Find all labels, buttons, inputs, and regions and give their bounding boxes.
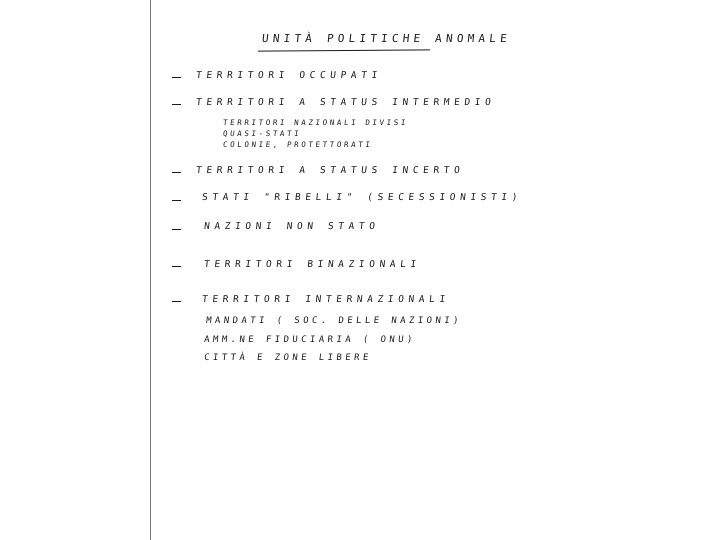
sub-item-label: AMM.NE FIDUCIARIA ( ONU)	[203, 335, 417, 345]
sub-item-label: MANDATI ( SOC. DELLE NAZIONI)	[205, 316, 463, 326]
bullet-dash	[172, 172, 181, 173]
bullet-dash	[172, 77, 181, 78]
sub-item-label: COLONIE, PROTETTORATI	[222, 140, 373, 149]
list-item-label: TERRITORI OCCUPATI	[195, 70, 383, 81]
list-item-label: NAZIONI NON STATO	[203, 221, 381, 232]
list-item-label: TERRITORI BINAZIONALI	[203, 259, 422, 270]
list-item-label: TERRITORI INTERNAZIONALI	[201, 294, 451, 305]
sub-item-label: CITTÀ E ZONE LIBERE	[203, 353, 373, 363]
bullet-dash	[172, 266, 181, 267]
bullet-dash	[172, 104, 181, 105]
list-item-label: TERRITORI A STATUS INTERMEDIO	[195, 97, 496, 108]
sub-item-label: TERRITORI NAZIONALI DIVISI	[222, 118, 409, 127]
sheet-left-edge	[150, 0, 151, 540]
page-title: UNITÀ POLITICHE ANOMALE	[261, 32, 512, 45]
title-underline	[258, 49, 430, 51]
bullet-dash	[172, 301, 181, 302]
bullet-dash	[172, 229, 181, 230]
list-item-label: TERRITORI A STATUS INCERTO	[195, 165, 465, 176]
sub-item-label: QUASI-STATI	[222, 129, 302, 138]
bullet-dash	[172, 200, 181, 201]
list-item-label: STATI "RIBELLI" (SECESSIONISTI)	[201, 192, 523, 203]
